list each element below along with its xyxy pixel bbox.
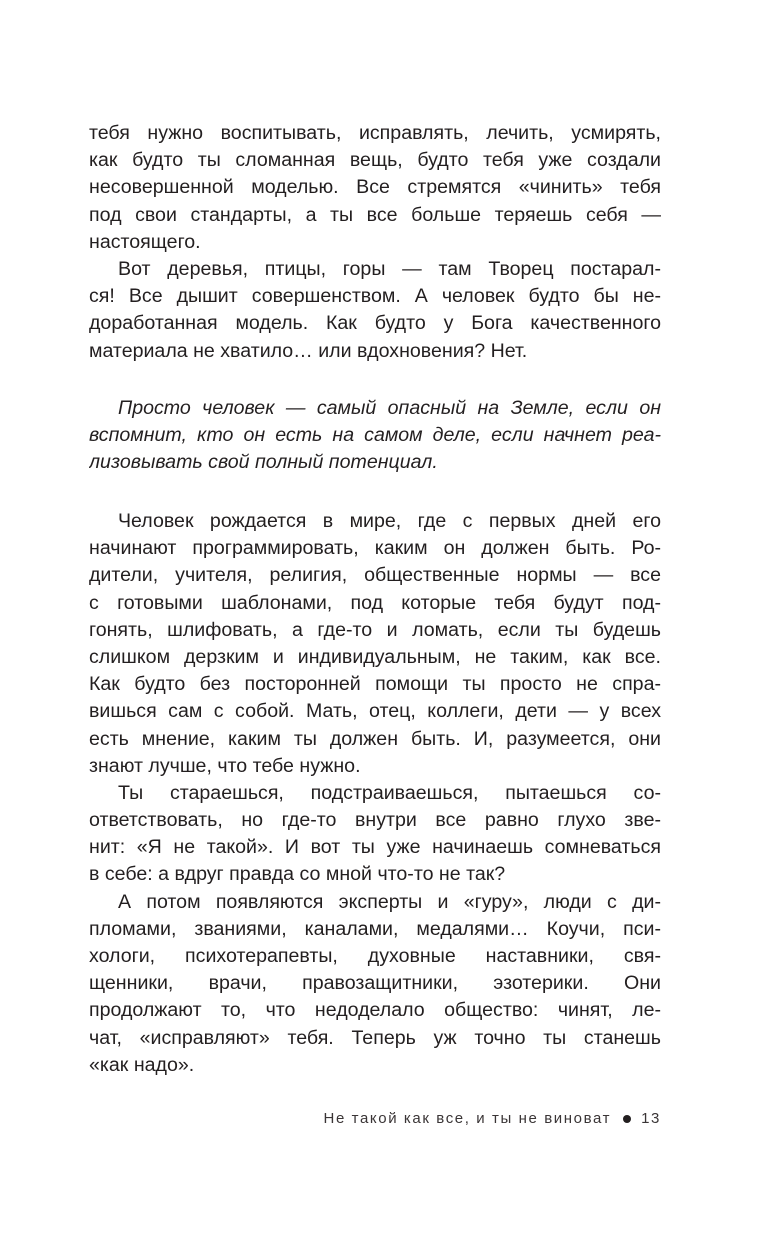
text-line: тебя нужно воспитывать, исправлять, лечить, усмирять, [89, 122, 661, 144]
page-number: 13 [641, 1110, 661, 1127]
text-line: нит: «Я не такой». И вот ты уже начинаешь сомневаться [89, 836, 661, 859]
text-line: дители, учителя, религия, общественные нормы — все [89, 564, 661, 587]
text-line: доработанная модель. Как будто у Бога качественного [89, 312, 661, 335]
text-line: пломами, званиями, каналами, медалями… Коучи, пси- [89, 917, 661, 940]
text-line: чат, «исправляют» тебя. Теперь уж точно ты станешь [89, 1026, 661, 1049]
text-line: как будто ты сломанная вещь, будто тебя уже создали [89, 149, 661, 172]
text-line: «как надо». [89, 1053, 195, 1076]
text-line: настоящего. [89, 230, 201, 253]
text-line: вспомнит, кто он есть на самом деле, если начнет реа- [89, 424, 661, 447]
text-line: в себе: а вдруг правда со мной что-то не так? [89, 863, 506, 886]
text-line: щенники, врачи, правозащитники, эзотерики. Они [89, 972, 661, 995]
italic-quote-block [89, 395, 661, 477]
text-line: хологи, психотерапевты, духовные наставники, свя- [89, 945, 661, 967]
text-line: Как будто без посторонней помощи ты просто не спра- [89, 673, 661, 696]
text-line: продолжают то, что недоделало общество: чинят, ле- [89, 999, 661, 1022]
text-line: ответствовать, но где-то внутри все равно глухо зве- [89, 809, 661, 832]
paragraph-block-1 [89, 120, 661, 365]
text-line: под свои стандарты, а ты все больше теряешь себя — [89, 203, 661, 226]
text-line: Человек рождается в мире, где с первых дней его [118, 510, 661, 532]
text-line: знают лучше, что тебе нужно. [89, 754, 361, 777]
text-line: Просто человек — самый опасный на Земле, если он [118, 397, 661, 419]
text-line: с готовыми шаблонами, под которые тебя будут под- [89, 591, 661, 614]
text-line: А потом появляются эксперты и «гуру», люди с ди- [118, 890, 661, 913]
text-line: материала не хватило… или вдохновения? Нет. [89, 339, 528, 362]
text-line: лизовывать свой полный потенциал. [89, 451, 438, 474]
text-line: ся! Все дышит совершенством. А человек будто бы не- [89, 285, 661, 308]
text-line: гонять, шлифовать, а где-то и ломать, если ты будешь [89, 618, 661, 641]
bullet-separator-icon [623, 1115, 631, 1123]
running-title: Не такой как все, и ты не виноват [323, 1110, 612, 1127]
text-line: есть мнение, каким ты должен быть. И, разумеется, они [89, 727, 661, 750]
text-line: вишься сам с собой. Мать, отец, коллеги, дети — у всех [89, 700, 661, 723]
text-line: Ты стараешься, подстраиваешься, пытаешься со- [118, 781, 661, 804]
text-line: несовершенной моделью. Все стремятся «чинить» тебя [89, 176, 661, 199]
page-footer [324, 1110, 661, 1127]
text-line: Вот деревья, птицы, горы — там Творец постарал- [118, 257, 661, 280]
paragraph-block-2 [89, 508, 661, 1079]
text-line: начинают программировать, каким он должен быть. Ро- [89, 537, 661, 560]
text-line: слишком дерзким и индивидуальным, не таким, как все. [89, 645, 661, 668]
